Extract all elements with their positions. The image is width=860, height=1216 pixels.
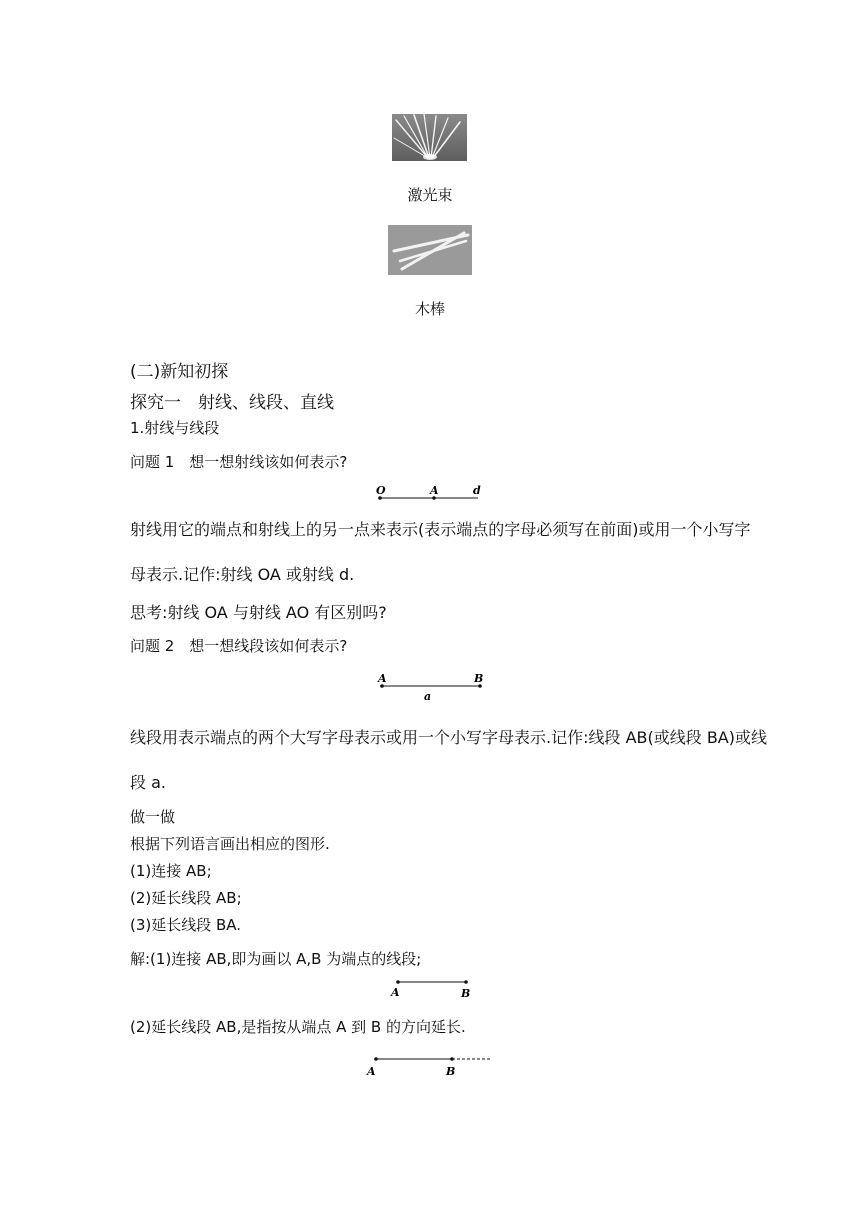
explore-title: 探究一 射线、线段、直线 (130, 393, 334, 413)
laser-caption: 激光束 (407, 186, 453, 204)
question-1-label: 问题 1 想一想射线该如何表示? (130, 453, 348, 471)
practice-title: 做一做 (130, 808, 176, 826)
solution-1-label-b: B (461, 987, 471, 1000)
laser-beam-image (392, 114, 467, 161)
practice-item-2: (2)延长线段 AB; (130, 889, 242, 907)
think-question: 思考:射线 OA 与射线 AO 有区别吗? (130, 603, 387, 622)
segment-diagram (372, 670, 492, 704)
solution-2-label-b: B (446, 1065, 456, 1078)
section-heading: (二)新知初探 (130, 362, 229, 382)
segment-label-a-lower: a (424, 690, 432, 703)
segment-description-line1: 线段用表示端点的两个大写字母表示或用一个小写字母表示.记作:线段 AB(或线段 BA)或线 (130, 728, 767, 747)
solution-2-label-a: A (367, 1065, 376, 1078)
ray-description-line1: 射线用它的端点和射线上的另一点来表示(表示端点的字母必须写在前面)或用一个小写字 (130, 520, 751, 539)
ray-label-d: d (473, 484, 481, 497)
segment-label-a-upper: A (378, 672, 387, 685)
segment-label-b-upper: B (474, 672, 484, 685)
ray-label-a: A (430, 484, 439, 497)
ray-description-line2: 母表示.记作:射线 OA 或射线 d. (130, 565, 355, 584)
ray-diagram (370, 480, 490, 504)
practice-item-3: (3)延长线段 BA. (130, 916, 242, 934)
solution-2-diagram (364, 1050, 498, 1080)
solution-2: (2)延长线段 AB,是指按从端点 A 到 B 的方向延长. (130, 1018, 466, 1036)
sub-heading: 1.射线与线段 (130, 419, 220, 437)
practice-instruction: 根据下列语言画出相应的图形. (130, 835, 330, 853)
segment-description-line2: 段 a. (130, 773, 166, 792)
solution-1-diagram (388, 974, 478, 1000)
solution-1-label-a: A (391, 986, 400, 999)
ray-label-o: O (376, 484, 386, 497)
question-2-label: 问题 2 想一想线段该如何表示? (130, 637, 348, 655)
solution-1: 解:(1)连接 AB,即为画以 A,B 为端点的线段; (130, 950, 422, 968)
stick-caption: 木棒 (414, 300, 445, 318)
wooden-stick-image (388, 225, 472, 275)
practice-item-1: (1)连接 AB; (130, 862, 212, 880)
